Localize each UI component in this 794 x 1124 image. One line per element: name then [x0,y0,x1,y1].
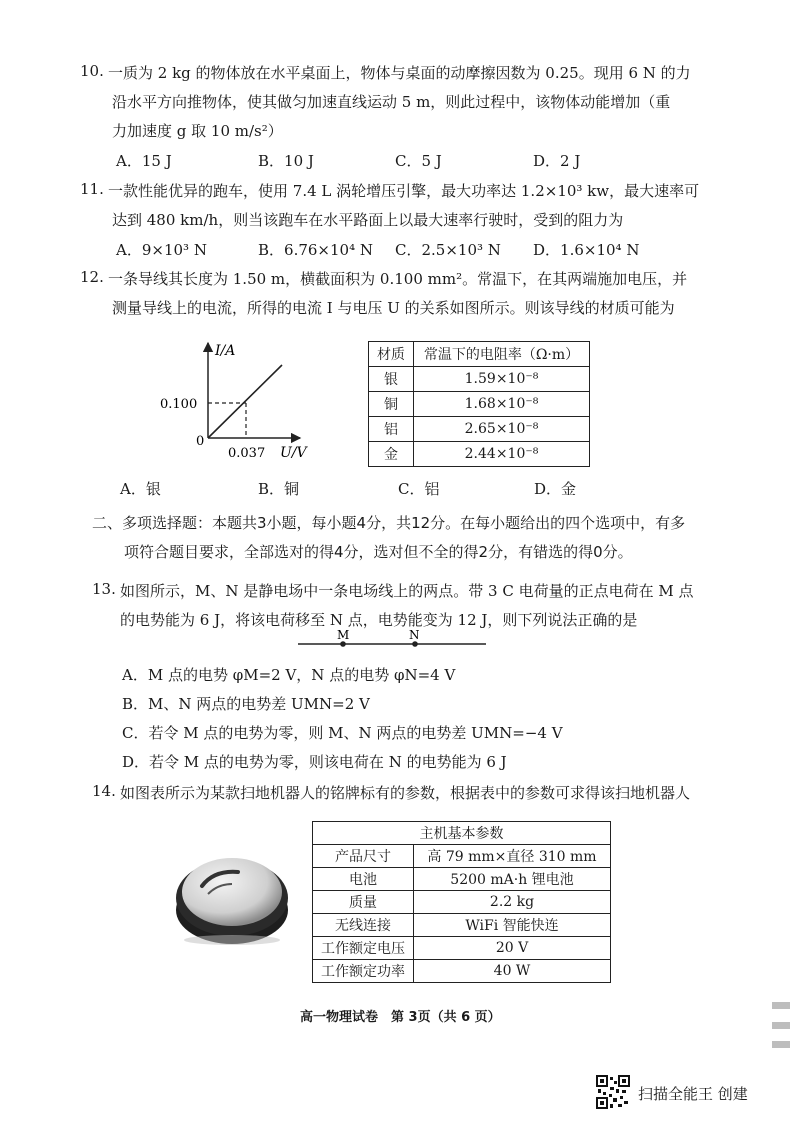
material-cell: 金 [369,442,414,467]
question-13-number: 13. [92,580,116,598]
parameter-value-cell: 5200 mA·h 锂电池 [414,868,611,891]
page-footer: 高一物理试卷 第 3页（共 6 页） [300,1010,501,1025]
resistivity-table [368,341,590,467]
scanner-watermark-text: 扫描全能王 创建 [638,1085,748,1103]
x-axis-label: U/V [280,445,307,461]
resistivity-cell: 1.68×10⁻⁸ [414,392,590,417]
question-10-line-1: 一质为 2 kg 的物体放在水平桌面上，物体与桌面的动摩擦因数为 0.25。现用 6 N 的力 [108,64,691,82]
question-11-line-1: 一款性能优异的跑车，使用 7.4 L 涡轮增压引擎，最大功率达 1.2×10³ kw，最大速率可 [108,182,700,200]
question-11-option-b: B．6.76×10⁴ N [258,241,373,259]
question-10-line-2: 沿水平方向推物体，使其做匀加速直线运动 5 m，则此过程中，该物体动能增加（重 [112,93,671,111]
current-voltage-graph [160,335,350,465]
scan-edge-mark [772,1022,790,1029]
point-m-label: M [337,628,350,642]
parameter-table-title: 主机基本参数 [313,822,611,845]
table-row [313,914,611,937]
section-2-heading-line-1: 二、多项选择题：本题共3小题，每小题4分，共12分。在每小题给出的四个选项中，有多 [92,514,686,532]
question-11-line-2: 达到 480 km/h，则当该跑车在水平路面上以最大速率行驶时，受到的阻力为 [112,211,624,229]
table-row [313,868,611,891]
table-header-resistivity: 常温下的电阻率（Ω·m） [414,342,590,367]
parameter-name-cell: 电池 [313,868,414,891]
table-row [369,417,590,442]
table-row [313,845,611,868]
question-14-number: 14. [92,782,116,800]
table-row [369,442,590,467]
point-n-label: N [409,628,420,642]
table-row [313,960,611,983]
origin-label: 0 [196,434,205,449]
question-13-line-1: 如图所示，M、N 是静电场中一条电场线上的两点。带 3 C 电荷量的正点电荷在 M 点 [120,582,694,600]
parameter-name-cell: 工作额定电压 [313,937,414,960]
material-cell: 银 [369,367,414,392]
material-cell: 铝 [369,417,414,442]
question-10-option-d: D．2 J [533,152,581,170]
resistivity-cell: 2.44×10⁻⁸ [414,442,590,467]
parameter-name-cell: 产品尺寸 [313,845,414,868]
parameter-value-cell: 40 W [414,960,611,983]
table-row [369,367,590,392]
question-13-option-c: C．若令 M 点的电势为零，则 M、N 两点的电势差 UMN=−4 V [122,724,563,742]
question-11-option-c: C．2.5×10³ N [395,241,501,259]
robot-parameter-table [312,821,611,983]
question-11-option-d: D．1.6×10⁴ N [533,241,640,259]
table-header-material: 材质 [369,342,414,367]
question-12-number: 12. [80,268,104,286]
question-14-line-1: 如图表所示为某款扫地机器人的铭牌标有的参数，根据表中的参数可求得该扫地机器人 [120,784,691,802]
question-10-number: 10. [80,62,104,80]
question-10-option-c: C．5 J [395,152,442,170]
iu-line [208,365,282,438]
question-10-option-a: A．15 J [116,152,172,170]
parameter-value-cell: WiFi 智能快连 [414,914,611,937]
question-13-line-2: 的电势能为 6 J，将该电荷移至 N 点，电势能变为 12 J，则下列说法正确的是 [120,611,638,629]
resistivity-cell: 1.59×10⁻⁸ [414,367,590,392]
robot-vacuum-image [168,840,294,952]
question-13-option-d: D．若令 M 点的电势为零，则该电荷在 N 的电势能为 6 J [122,753,507,771]
parameter-name-cell: 无线连接 [313,914,414,937]
y-axis-label: I/A [215,343,236,359]
question-12-option-a: A．银 [120,480,161,498]
parameter-name-cell: 工作额定功率 [313,960,414,983]
section-2-heading-line-2: 项符合题目要求，全部选对的得4分，选对但不全的得2分，有错选的得0分。 [124,543,633,561]
question-11-number: 11. [80,180,104,198]
y-tick-label: 0.100 [160,397,198,412]
qr-code-icon [596,1075,630,1109]
question-13-option-a: A．M 点的电势 φM=2 V，N 点的电势 φN=4 V [122,666,456,684]
question-12-option-c: C．铝 [398,480,440,498]
question-12-option-d: D．金 [534,480,577,498]
parameter-value-cell: 2.2 kg [414,891,611,914]
parameter-value-cell: 高 79 mm×直径 310 mm [414,845,611,868]
question-13-option-b: B．M、N 两点的电势差 UMN=2 V [122,695,370,713]
question-11-option-a: A．9×10³ N [116,241,207,259]
scan-edge-mark [772,1041,790,1048]
question-10-line-3: 力加速度 g 取 10 m/s²） [112,122,283,140]
question-10-option-b: B．10 J [258,152,314,170]
field-line-diagram [296,627,488,653]
question-12-line-2: 测量导线上的电流，所得的电流 I 与电压 U 的关系如图所示。则该导线的材质可能为 [112,299,675,317]
question-12-option-b: B．铜 [258,480,300,498]
parameter-value-cell: 20 V [414,937,611,960]
resistivity-cell: 2.65×10⁻⁸ [414,417,590,442]
parameter-name-cell: 质量 [313,891,414,914]
x-tick-label: 0.037 [228,446,266,461]
material-cell: 铜 [369,392,414,417]
table-row [313,891,611,914]
table-row [369,392,590,417]
point-m-dot [340,641,346,647]
point-n-dot [412,641,418,647]
scan-edge-mark [772,1002,790,1009]
table-row [313,937,611,960]
question-12-line-1: 一条导线其长度为 1.50 m，横截面积为 0.100 mm²。常温下，在其两端施加电压，并 [108,270,688,288]
